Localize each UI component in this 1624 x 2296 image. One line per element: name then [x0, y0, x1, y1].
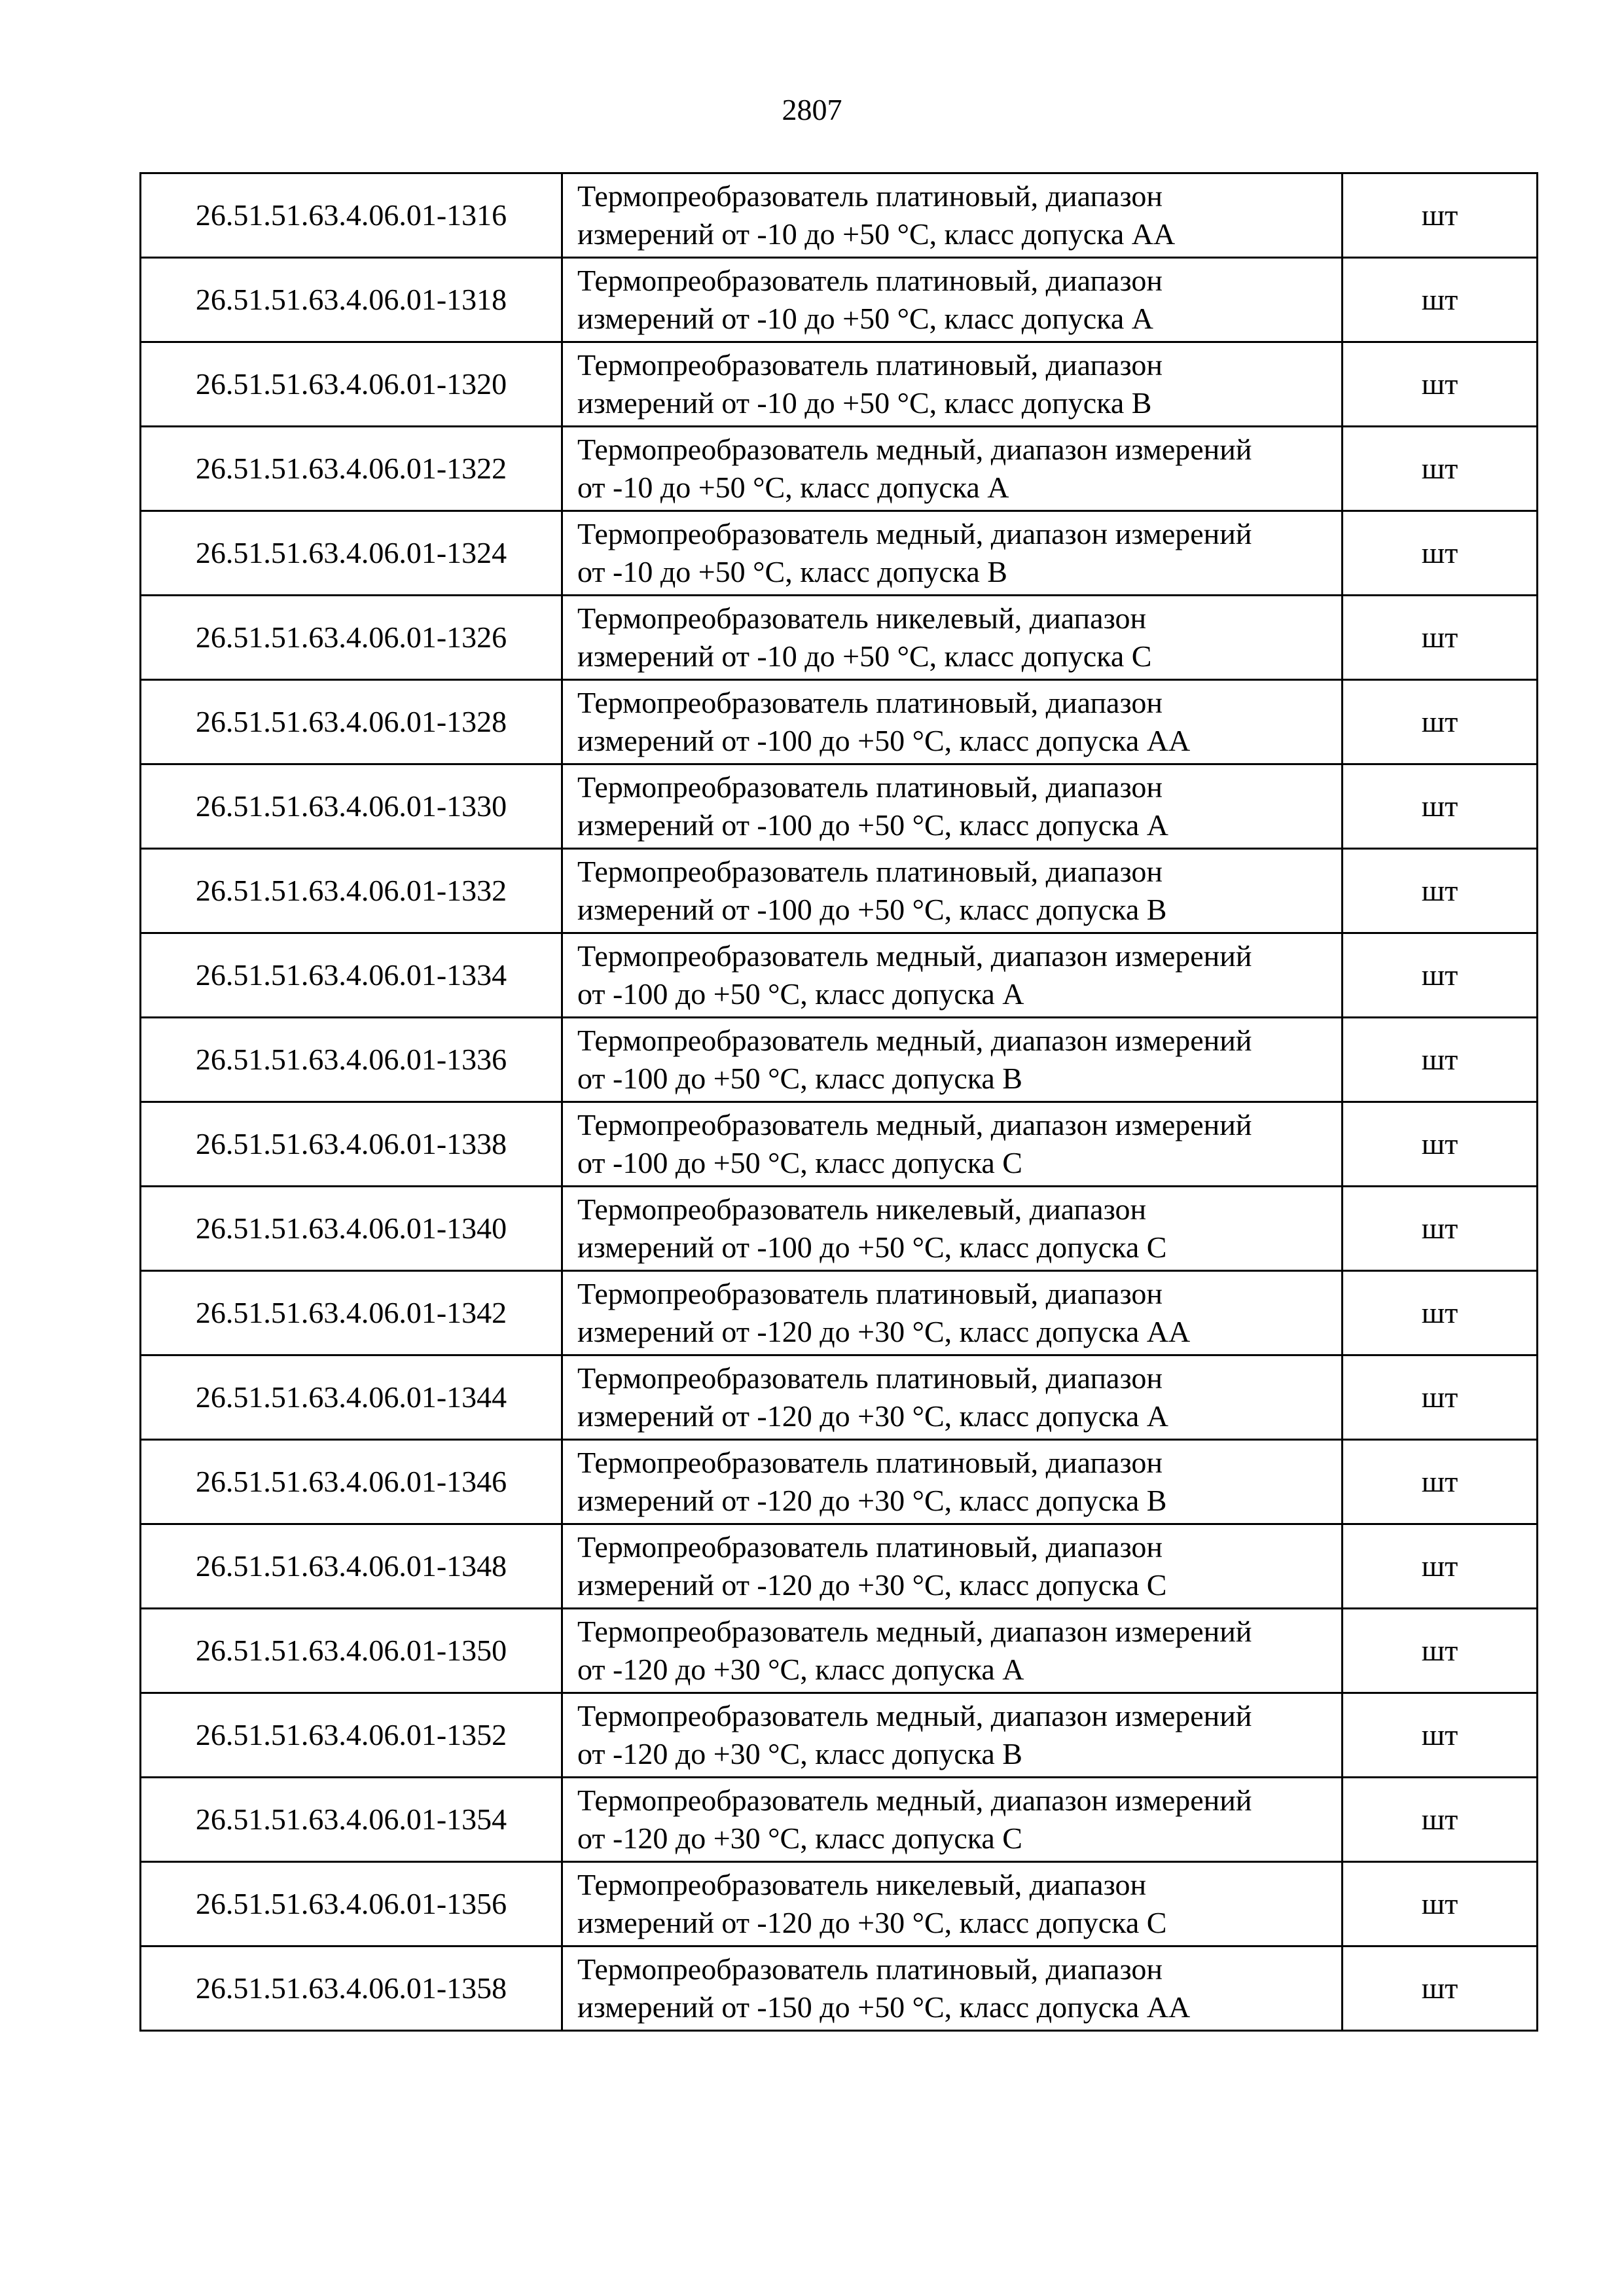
item-unit-cell: шт — [1343, 342, 1538, 427]
item-description-cell — [562, 1018, 1343, 1102]
item-description-line: измерений от -120 до +30 °С, класс допуска С — [577, 1568, 1167, 1602]
item-description-cell — [562, 1946, 1343, 2031]
catalog-table — [139, 172, 1538, 2032]
item-description-line: измерений от -150 до +50 °С, класс допуска АА — [577, 1990, 1191, 2024]
item-description-line: Термопреобразователь платиновый, диапазон — [577, 770, 1163, 804]
item-description-line: Термопреобразователь платиновый, диапазон — [577, 1446, 1163, 1479]
catalog-table-body — [141, 173, 1538, 2031]
item-code-cell: 26.51.51.63.4.06.01-1350 — [141, 1609, 562, 1693]
item-code-cell: 26.51.51.63.4.06.01-1320 — [141, 342, 562, 427]
item-unit-cell: шт — [1343, 1609, 1538, 1693]
table-row — [141, 342, 1538, 427]
item-description-cell — [562, 1440, 1343, 1524]
item-description-line: измерений от -10 до +50 °С, класс допуска С — [577, 639, 1152, 673]
item-description-line: измерений от -10 до +50 °С, класс допуска В — [577, 386, 1152, 420]
item-code-cell: 26.51.51.63.4.06.01-1334 — [141, 933, 562, 1018]
table-row — [141, 1946, 1538, 2031]
item-description-line: измерений от -100 до +50 °С, класс допуска В — [577, 893, 1167, 926]
table-row — [141, 258, 1538, 342]
item-description-line: Термопреобразователь платиновый, диапазон — [577, 686, 1163, 719]
item-code-cell: 26.51.51.63.4.06.01-1342 — [141, 1271, 562, 1355]
table-row — [141, 596, 1538, 680]
item-description-line: измерений от -10 до +50 °С, класс допуска А — [577, 302, 1153, 335]
item-description-line: Термопреобразователь платиновый, диапазон — [577, 1361, 1163, 1395]
item-unit-cell: шт — [1343, 680, 1538, 764]
item-description-line: Термопреобразователь никелевый, диапазон — [577, 1868, 1147, 1901]
item-unit-cell: шт — [1343, 427, 1538, 511]
item-code-cell: 26.51.51.63.4.06.01-1344 — [141, 1355, 562, 1440]
item-description-cell — [562, 1271, 1343, 1355]
item-unit-cell: шт — [1343, 1102, 1538, 1187]
item-description-line: Термопреобразователь медный, диапазон измерений — [577, 1615, 1252, 1648]
item-description-line: Термопреобразователь платиновый, диапазон — [577, 264, 1163, 297]
item-description-cell — [562, 511, 1343, 596]
item-description-line: Термопреобразователь платиновый, диапазон — [577, 348, 1163, 382]
item-code-cell: 26.51.51.63.4.06.01-1316 — [141, 173, 562, 258]
table-row — [141, 1609, 1538, 1693]
item-description-cell — [562, 342, 1343, 427]
item-description-line: Термопреобразователь медный, диапазон измерений — [577, 1699, 1252, 1732]
table-row — [141, 173, 1538, 258]
item-description-line: измерений от -10 до +50 °С, класс допуска АА — [577, 217, 1176, 251]
item-description-cell — [562, 596, 1343, 680]
item-unit-cell: шт — [1343, 1018, 1538, 1102]
item-description-cell — [562, 1102, 1343, 1187]
item-unit-cell: шт — [1343, 1778, 1538, 1862]
table-row — [141, 1524, 1538, 1609]
item-code-cell: 26.51.51.63.4.06.01-1356 — [141, 1862, 562, 1946]
item-description-line: Термопреобразователь медный, диапазон измерений — [577, 1108, 1252, 1141]
item-description-cell — [562, 1778, 1343, 1862]
item-description-cell — [562, 849, 1343, 933]
table-row — [141, 1018, 1538, 1102]
item-description-line: Термопреобразователь медный, диапазон измерений — [577, 939, 1252, 973]
table-row — [141, 764, 1538, 849]
item-description-cell — [562, 764, 1343, 849]
item-description-line: измерений от -100 до +50 °С, класс допуска С — [577, 1230, 1167, 1264]
item-unit-cell: шт — [1343, 764, 1538, 849]
item-unit-cell: шт — [1343, 173, 1538, 258]
item-description-line: Термопреобразователь платиновый, диапазон — [577, 855, 1163, 888]
table-row — [141, 1440, 1538, 1524]
item-description-line: измерений от -120 до +30 °С, класс допуска С — [577, 1906, 1167, 1939]
table-row — [141, 933, 1538, 1018]
item-description-line: Термопреобразователь платиновый, диапазон — [577, 1277, 1163, 1310]
item-code-cell: 26.51.51.63.4.06.01-1354 — [141, 1778, 562, 1862]
item-code-cell: 26.51.51.63.4.06.01-1352 — [141, 1693, 562, 1778]
item-code-cell: 26.51.51.63.4.06.01-1348 — [141, 1524, 562, 1609]
item-unit-cell: шт — [1343, 258, 1538, 342]
item-code-cell: 26.51.51.63.4.06.01-1326 — [141, 596, 562, 680]
item-description-line: Термопреобразователь платиновый, диапазон — [577, 1952, 1163, 1986]
item-description-line: измерений от -120 до +30 °С, класс допуска АА — [577, 1315, 1191, 1348]
item-description-line: от -100 до +50 °С, класс допуска В — [577, 1062, 1022, 1095]
item-description-line: от -10 до +50 °С, класс допуска В — [577, 555, 1007, 588]
item-description-line: измерений от -100 до +50 °С, класс допуска А — [577, 808, 1168, 842]
page-number: 2807 — [782, 93, 842, 126]
item-description-cell — [562, 427, 1343, 511]
item-code-cell: 26.51.51.63.4.06.01-1338 — [141, 1102, 562, 1187]
item-description-cell — [562, 1609, 1343, 1693]
table-row — [141, 1693, 1538, 1778]
item-description-line: от -100 до +50 °С, класс допуска С — [577, 1146, 1022, 1179]
table-row — [141, 511, 1538, 596]
item-unit-cell: шт — [1343, 933, 1538, 1018]
item-description-cell — [562, 933, 1343, 1018]
table-row — [141, 427, 1538, 511]
item-unit-cell: шт — [1343, 1862, 1538, 1946]
item-unit-cell: шт — [1343, 511, 1538, 596]
item-description-line: от -120 до +30 °С, класс допуска А — [577, 1653, 1024, 1686]
item-unit-cell: шт — [1343, 1440, 1538, 1524]
item-unit-cell: шт — [1343, 1187, 1538, 1271]
table-row — [141, 849, 1538, 933]
item-code-cell: 26.51.51.63.4.06.01-1318 — [141, 258, 562, 342]
item-description-line: Термопреобразователь платиновый, диапазон — [577, 1530, 1163, 1564]
item-description-line: от -120 до +30 °С, класс допуска В — [577, 1737, 1022, 1770]
table-row — [141, 1355, 1538, 1440]
item-description-line: измерений от -120 до +30 °С, класс допуска А — [577, 1399, 1168, 1433]
item-description-line: Термопреобразователь платиновый, диапазон — [577, 179, 1163, 213]
table-row — [141, 1862, 1538, 1946]
item-unit-cell: шт — [1343, 849, 1538, 933]
table-row — [141, 1778, 1538, 1862]
item-description-cell — [562, 258, 1343, 342]
item-code-cell: 26.51.51.63.4.06.01-1358 — [141, 1946, 562, 2031]
item-description-cell — [562, 1862, 1343, 1946]
item-description-line: измерений от -120 до +30 °С, класс допуска В — [577, 1484, 1167, 1517]
item-description-line: Термопреобразователь медный, диапазон измерений — [577, 1024, 1252, 1057]
item-unit-cell: шт — [1343, 1524, 1538, 1609]
item-code-cell: 26.51.51.63.4.06.01-1336 — [141, 1018, 562, 1102]
item-code-cell: 26.51.51.63.4.06.01-1324 — [141, 511, 562, 596]
item-unit-cell: шт — [1343, 1946, 1538, 2031]
item-description-line: Термопреобразователь никелевый, диапазон — [577, 601, 1147, 635]
table-row — [141, 1102, 1538, 1187]
item-description-line: от -120 до +30 °С, класс допуска С — [577, 1821, 1022, 1855]
item-description-cell — [562, 1524, 1343, 1609]
item-description-line: Термопреобразователь медный, диапазон измерений — [577, 433, 1252, 466]
item-description-line: Термопреобразователь медный, диапазон измерений — [577, 1784, 1252, 1817]
item-description-cell — [562, 1355, 1343, 1440]
item-description-line: от -10 до +50 °С, класс допуска А — [577, 471, 1009, 504]
item-description-cell — [562, 1693, 1343, 1778]
item-code-cell: 26.51.51.63.4.06.01-1322 — [141, 427, 562, 511]
item-description-line: Термопреобразователь медный, диапазон измерений — [577, 517, 1252, 550]
table-row — [141, 680, 1538, 764]
item-unit-cell: шт — [1343, 1693, 1538, 1778]
table-row — [141, 1271, 1538, 1355]
table-row — [141, 1187, 1538, 1271]
item-unit-cell: шт — [1343, 1271, 1538, 1355]
item-description-cell — [562, 1187, 1343, 1271]
item-unit-cell: шт — [1343, 596, 1538, 680]
item-description-line: измерений от -100 до +50 °С, класс допуска АА — [577, 724, 1191, 757]
item-description-line: от -100 до +50 °С, класс допуска А — [577, 977, 1024, 1011]
item-description-cell — [562, 680, 1343, 764]
item-description-line: Термопреобразователь никелевый, диапазон — [577, 1193, 1147, 1226]
item-code-cell: 26.51.51.63.4.06.01-1328 — [141, 680, 562, 764]
item-code-cell: 26.51.51.63.4.06.01-1340 — [141, 1187, 562, 1271]
item-description-cell — [562, 173, 1343, 258]
item-code-cell: 26.51.51.63.4.06.01-1330 — [141, 764, 562, 849]
item-code-cell: 26.51.51.63.4.06.01-1346 — [141, 1440, 562, 1524]
item-code-cell: 26.51.51.63.4.06.01-1332 — [141, 849, 562, 933]
item-unit-cell: шт — [1343, 1355, 1538, 1440]
